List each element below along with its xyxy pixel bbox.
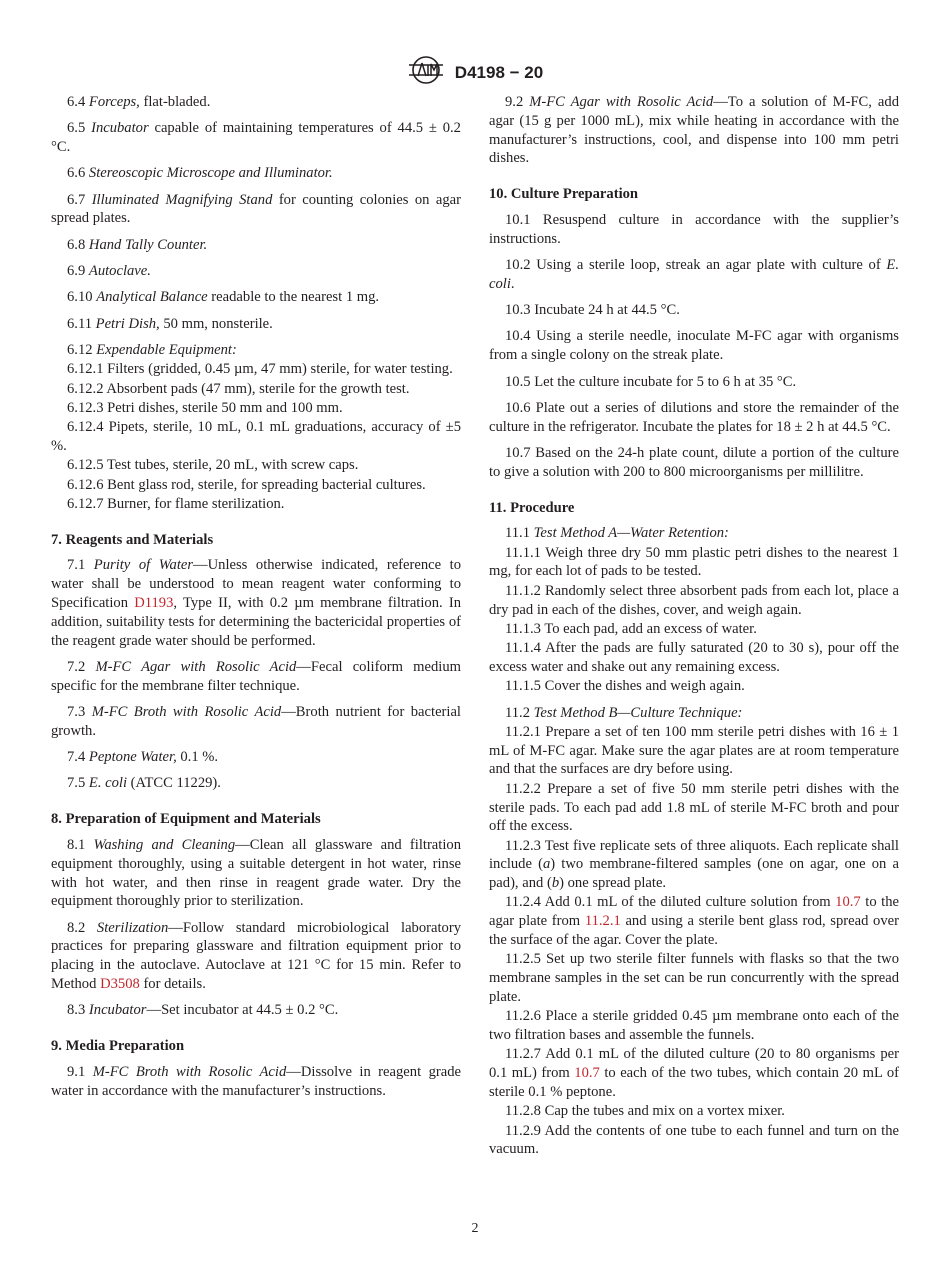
link-d3508[interactable]: D3508 <box>100 976 140 993</box>
paragraph-10-4: 10.4 Using a sterile needle, inoculate M-FC agar with organisms from a single colony on the streak plate. <box>489 328 899 364</box>
paragraph-6-7: 6.7 Illuminated Magnifying Stand for counting colonies on agar spread plates. <box>51 191 461 227</box>
paragraph-11-1-3: 11.1.3 To each pad, add an excess of water. <box>505 620 757 637</box>
paragraph-11-2-5: 11.2.5 Set up two sterile filter funnels with flasks so that the two membrane samples in the set can be run concurrently with the spread plate. <box>489 951 899 1005</box>
paragraph-10-6: 10.6 Plate out a series of dilutions and store the remainder of the culture in the refrigerator. Incubate the plates for 18 ± 2 h at 44.5 °C. <box>489 399 899 435</box>
paragraph-7-5: 7.5 E. coli (ATCC 11229). <box>67 775 221 792</box>
paragraph-10-7: 10.7 Based on the 24-h plate count, dilute a portion of the culture to give a solution with 200 to 800 microorganisms per millilitre. <box>489 444 899 480</box>
paragraph-11-2-3: 11.2.3 Test five replicate sets of three aliquots. Each replicate shall include (a) two membrane-filtered samples (one on agar, one on a pad), and (b) one spread plate. <box>489 837 899 892</box>
paragraph-11-1-2: 11.1.2 Randomly select three absorbent pads from each lot, place a dry pad in each of the dishes, cover, and weigh again. <box>489 582 899 618</box>
paragraph-6-12-3: 6.12.3 Petri dishes, sterile 50 mm and 100 mm. <box>67 399 343 416</box>
paragraph-10-1: 10.1 Resuspend culture in accordance with the supplier’s instructions. <box>489 211 899 247</box>
section-heading-11: 11. Procedure <box>489 499 575 516</box>
paragraph-7-2: 7.2 M-FC Agar with Rosolic Acid—Fecal coliform medium specific for the membrane filter technique. <box>51 658 461 694</box>
paragraph-6-6: 6.6 Stereoscopic Microscope and Illuminator. <box>67 165 333 182</box>
paragraph-10-5: 10.5 Let the culture incubate for 5 to 6 h at 35 °C. <box>505 373 797 390</box>
left-column <box>51 93 461 1108</box>
paragraph-11-1-5: 11.1.5 Cover the dishes and weigh again. <box>505 678 745 695</box>
paragraph-7-4: 7.4 Peptone Water, 0.1 %. <box>67 749 219 766</box>
paragraph-10-2: 10.2 Using a sterile loop, streak an agar plate with culture of E. coli. <box>489 257 899 292</box>
paragraph-9-2: 9.2 M-FC Agar with Rosolic Acid—To a solution of M-FC, add agar (15 g per 1000 mL), mix while heating in accordance with the manufacturer’s instructions, cool, and dispense into 100 mm petri dishes. <box>489 94 900 167</box>
paragraph-10-3: 10.3 Incubate 24 h at 44.5 °C. <box>505 302 680 319</box>
document-code: D4198 − 20 <box>454 62 544 82</box>
paragraph-6-12-1: 6.12.1 Filters (gridded, 0.45 µm, 47 mm) sterile, for water testing. <box>67 361 453 378</box>
page-header <box>0 56 950 89</box>
paragraph-6-11: 6.11 Petri Dish, 50 mm, nonsterile. <box>67 315 273 332</box>
paragraph-11-2-6: 11.2.6 Place a sterile gridded 0.45 µm membrane onto each of the two filtration bases and assemble the funnels. <box>489 1008 899 1044</box>
paragraph-6-12-2: 6.12.2 Absorbent pads (47 mm), sterile for the growth test. <box>67 380 410 397</box>
paragraph-11-2: 11.2 Test Method B—Culture Technique: <box>505 704 743 721</box>
paragraph-8-2: 8.2 Sterilization—Follow standard microbiological laboratory practices for preparing glassware and filtration equipment prior to placing in the autoclave. Autoclave at 121 °C for 15 min. Refer to Method D3508 for details. <box>51 919 461 993</box>
paragraph-6-10: 6.10 Analytical Balance readable to the nearest 1 mg. <box>67 289 380 306</box>
paragraph-7-1: 7.1 Purity of Water—Unless otherwise indicated, reference to water shall be understood to mean reagent water conforming to Specification D1193, Type II, with 0.2 µm membrane filtration. In addition, suitability tests for determining the bactericidal properties of the reagent grade water should be performed. <box>51 557 461 649</box>
paragraph-6-12-7: 6.12.7 Burner, for flame sterilization. <box>67 495 285 512</box>
paragraph-11-2-9: 11.2.9 Add the contents of one tube to each funnel and turn on the vacuum. <box>489 1122 899 1158</box>
paragraph-8-1: 8.1 Washing and Cleaning—Clean all glassware and filtration equipment thoroughly, using a suitable detergent in hot water, rinse with hot water, and then rinse in reagent grade water. Dry the equipment thoroughly prior to sterilization. <box>51 837 461 910</box>
astm-logo-icon <box>407 56 445 89</box>
paragraph-11-2-8: 11.2.8 Cap the tubes and mix on a vortex mixer. <box>505 1103 785 1120</box>
paragraph-6-12-5: 6.12.5 Test tubes, sterile, 20 mL, with screw caps. <box>67 457 359 474</box>
paragraph-6-12-4: 6.12.4 Pipets, sterile, 10 mL, 0.1 mL graduations, accuracy of ±5 %. <box>51 419 461 454</box>
paragraph-8-3: 8.3 Incubator—Set incubator at 44.5 ± 0.2 °C. <box>67 1002 339 1019</box>
paragraph-9-1: 9.1 M-FC Broth with Rosolic Acid—Dissolve in reagent grade water in accordance with the manufacturer’s instructions. <box>51 1063 461 1099</box>
section-heading-8: 8. Preparation of Equipment and Materials <box>51 811 321 828</box>
paragraph-11-2-2: 11.2.2 Prepare a set of five 50 mm sterile petri dishes with the sterile pads. To each pad add 1.8 mL of sterile M-FC broth and pour off the excess. <box>489 780 899 835</box>
paragraph-7-3: 7.3 M-FC Broth with Rosolic Acid—Broth nutrient for bacterial growth. <box>51 704 461 739</box>
link-11-2-1[interactable]: 11.2.1 <box>584 913 621 930</box>
section-heading-10: 10. Culture Preparation <box>489 186 639 203</box>
paragraph-11-2-4: 11.2.4 Add 0.1 mL of the diluted culture solution from 10.7 to the agar plate from 11.2.1 and using a sterile bent glass rod, spread over the surface of the agar. Cover the plate. <box>489 894 899 949</box>
paragraph-6-5: 6.5 Incubator capable of maintaining temperatures of 44.5 ± 0.2 °C. <box>51 120 461 156</box>
paragraph-11-2-7: 11.2.7 Add 0.1 mL of the diluted culture (20 to 80 organisms per 0.1 mL) from 10.7 to each of the two tubes, which contain 20 mL of sterile 0.1 % peptone. <box>489 1046 899 1100</box>
section-heading-9: 9. Media Preparation <box>51 1038 185 1055</box>
page-number: 2 <box>471 1221 479 1236</box>
paragraph-6-4: 6.4 Forceps, flat-bladed. <box>67 94 211 110</box>
paragraph-6-12: 6.12 Expendable Equipment: <box>67 341 237 358</box>
paragraph-6-8: 6.8 Hand Tally Counter. <box>67 236 208 253</box>
paragraph-11-2-1: 11.2.1 Prepare a set of ten 100 mm sterile petri dishes with 16 ± 1 mL of M-FC agar. Make sure the agar plates are at room temperature and that the surfaces are dry before using. <box>489 723 899 778</box>
paragraph-6-12-6: 6.12.6 Bent glass rod, sterile, for spreading bacterial cultures. <box>67 476 426 493</box>
section-heading-7: 7. Reagents and Materials <box>51 531 214 548</box>
link-10-7[interactable]: 10.7 <box>835 894 861 911</box>
paragraph-11-1-4: 11.1.4 After the pads are fully saturated (20 to 30 s), pour off the excess water and shake out any remaining excess. <box>489 640 899 675</box>
link-10-7-b[interactable]: 10.7 <box>574 1065 600 1082</box>
link-d1193[interactable]: D1193 <box>134 595 174 612</box>
paragraph-11-1: 11.1 Test Method A—Water Retention: <box>505 525 729 542</box>
right-column <box>489 93 899 1160</box>
paragraph-6-9: 6.9 Autoclave. <box>67 263 151 280</box>
paragraph-11-1-1: 11.1.1 Weigh three dry 50 mm plastic petri dishes to the nearest 1 mg, for each lot of pads to be tested. <box>489 544 899 580</box>
